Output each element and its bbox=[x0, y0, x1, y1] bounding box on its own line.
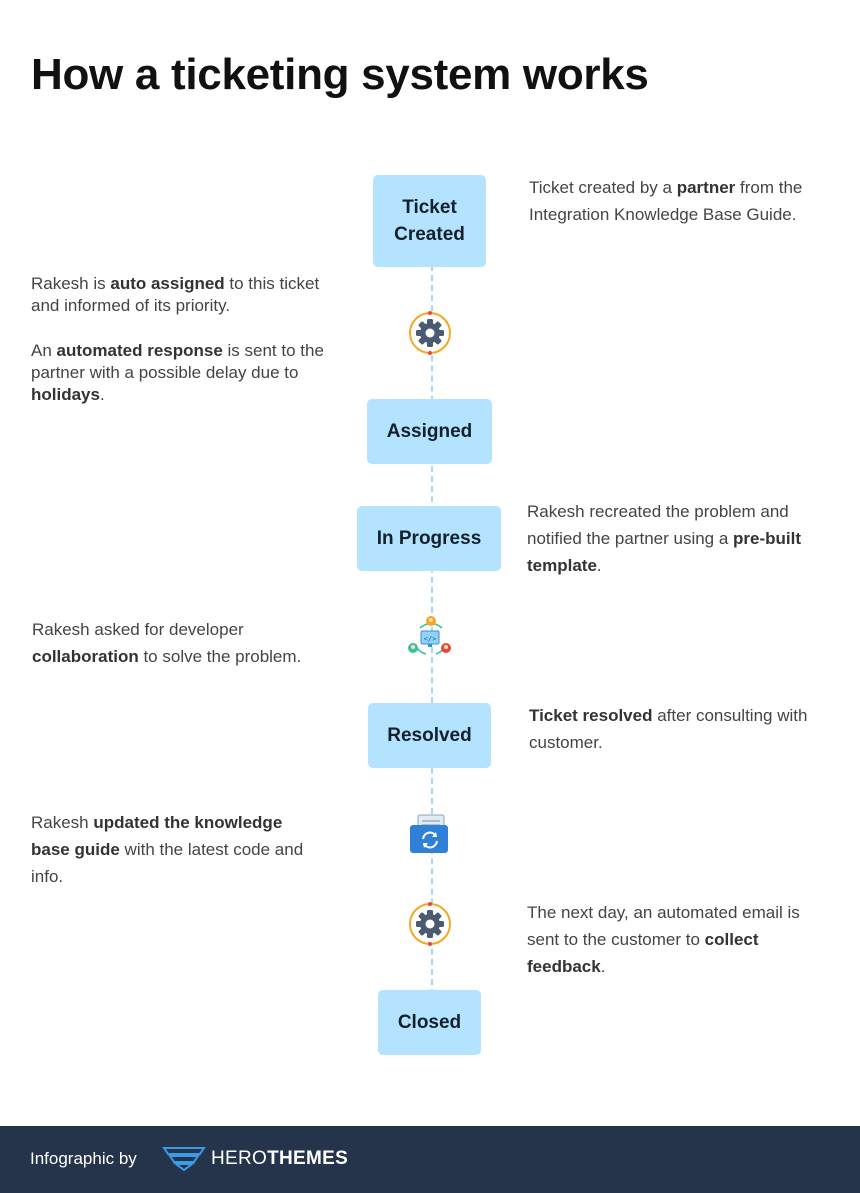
herothemes-logo-text bbox=[211, 1148, 348, 1170]
note-automated-response bbox=[31, 340, 331, 406]
note-text: . bbox=[600, 957, 606, 976]
note-text: is sent to the partner with a possible delay due to bbox=[31, 341, 324, 382]
brand-part-themes: THEMES bbox=[267, 1148, 349, 1169]
step-assigned bbox=[367, 399, 492, 464]
note-text: with the latest code and info. bbox=[31, 840, 304, 886]
note-closed bbox=[527, 899, 827, 980]
note-text: from the Integration Knowledge Base Guide. bbox=[529, 178, 803, 224]
note-emphasis: collect feedback bbox=[527, 930, 759, 976]
note-text: Ticket created by a bbox=[529, 178, 677, 197]
note-in-progress bbox=[527, 498, 827, 579]
step-label: In Progress bbox=[376, 528, 482, 549]
note-emphasis: holidays bbox=[31, 385, 100, 404]
gear-icon bbox=[408, 902, 452, 946]
step-label-line2: Created bbox=[394, 224, 465, 245]
note-emphasis: partner bbox=[676, 178, 736, 197]
note-emphasis: Ticket resolved bbox=[529, 706, 653, 725]
note-emphasis: collaboration bbox=[32, 647, 139, 666]
step-label: Resolved bbox=[387, 725, 472, 746]
document-refresh-icon bbox=[408, 813, 452, 855]
page-title: How a ticketing system works bbox=[31, 50, 649, 99]
note-text: The next day, an automated email is sent to the customer to bbox=[527, 903, 800, 949]
step-ticket-created bbox=[373, 175, 486, 267]
note-text: . bbox=[99, 385, 105, 404]
note-text: Rakesh recreated the problem and notified the partner using a bbox=[527, 502, 789, 548]
svg-text:</>: </> bbox=[423, 635, 437, 643]
step-label: Assigned bbox=[386, 421, 473, 442]
note-emphasis: pre-built template bbox=[527, 529, 802, 575]
note-text: An bbox=[31, 341, 57, 360]
gear-icon bbox=[408, 311, 452, 355]
note-knowledge-base bbox=[31, 809, 321, 890]
step-label: Closed bbox=[397, 1012, 462, 1033]
step-label-line1: Ticket bbox=[402, 197, 457, 218]
collaboration-icon bbox=[406, 614, 456, 660]
step-closed bbox=[378, 990, 481, 1055]
note-text: . bbox=[596, 556, 602, 575]
note-emphasis: automated response bbox=[56, 341, 223, 360]
note-text: to solve the problem. bbox=[138, 647, 302, 666]
note-text: Rakesh is bbox=[31, 274, 111, 293]
herothemes-logo-icon bbox=[162, 1144, 206, 1172]
footer bbox=[0, 1126, 860, 1193]
note-resolved bbox=[529, 702, 819, 756]
note-emphasis: auto assigned bbox=[110, 274, 225, 293]
footer-credit: Infographic by bbox=[30, 1149, 137, 1168]
note-text: after consulting with customer. bbox=[529, 706, 808, 752]
note-ticket-created bbox=[529, 174, 829, 228]
note-auto-assigned bbox=[31, 273, 331, 317]
note-text: Rakesh bbox=[31, 813, 94, 832]
step-in-progress bbox=[357, 506, 501, 571]
note-collaboration bbox=[32, 616, 342, 670]
note-text: Rakesh asked for developer bbox=[32, 620, 244, 639]
brand-part-hero: HERO bbox=[211, 1148, 268, 1169]
step-resolved bbox=[368, 703, 491, 768]
note-text: to this ticket and informed of its priority. bbox=[31, 274, 320, 315]
note-emphasis: updated the knowledge base guide bbox=[31, 813, 283, 859]
